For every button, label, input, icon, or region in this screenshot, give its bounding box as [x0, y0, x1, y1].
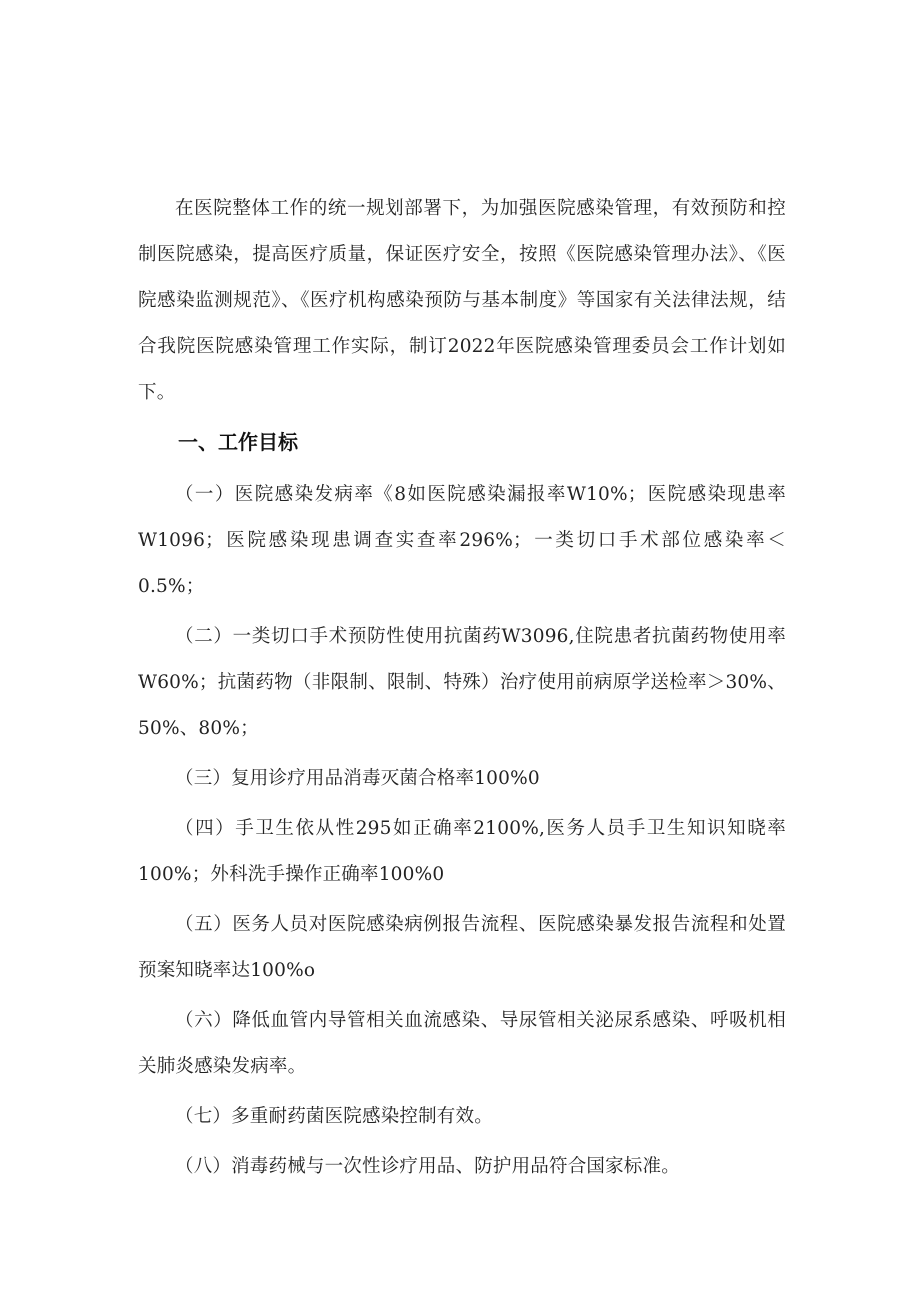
- goal-item-1: （一）医院感染发病率《8如医院感染漏报率W10%；医院感染现患率W1096；医院感染现患调查实查率296%；一类切口手术部位感染率＜0.5%；: [138, 484, 786, 597]
- goal-item-6: （六）降低血管内导管相关血流感染、导尿管相关泌尿系感染、呼吸机相关肺炎感染发病率。: [138, 1010, 786, 1077]
- intro-paragraph: 在医院整体工作的统一规划部署下，为加强医院感染管理，有效预防和控制医院感染，提高医疗质量，保证医疗安全，按照《医院感染管理办法》、《医院感染监测规范》、《医疗机构感染预防与基本制度》等国家有关法律法规，结合我院医院感染管理工作实际，制订2022年医院感染管理委员会工作计划如下。: [138, 198, 786, 403]
- document-body: [138, 186, 786, 1190]
- section-heading-work-goals: 一、工作目标: [178, 430, 298, 454]
- goal-item-8: （八）消毒药械与一次性诊疗用品、防护用品符合国家标准。: [175, 1156, 680, 1177]
- goal-item-4: （四）手卫生依从性295如正确率2100%,医务人员手卫生知识知晓率100%；外科洗手操作正确率100%0: [138, 818, 786, 885]
- goal-item-7: （七）多重耐药菌医院感染控制有效。: [175, 1106, 493, 1127]
- goal-item-3: （三）复用诊疗用品消毒灭菌合格率100%0: [175, 768, 540, 789]
- goal-item-2: （二）一类切口手术预防性使用抗菌药W3096,住院患者抗菌药物使用率W60%；抗菌药物（非限制、限制、特殊）治疗使用前病原学送检率＞30%、50%、80%；: [138, 626, 786, 739]
- goal-item-5: （五）医务人员对医院感染病例报告流程、医院感染暴发报告流程和处置预案知晓率达100%o: [138, 914, 786, 981]
